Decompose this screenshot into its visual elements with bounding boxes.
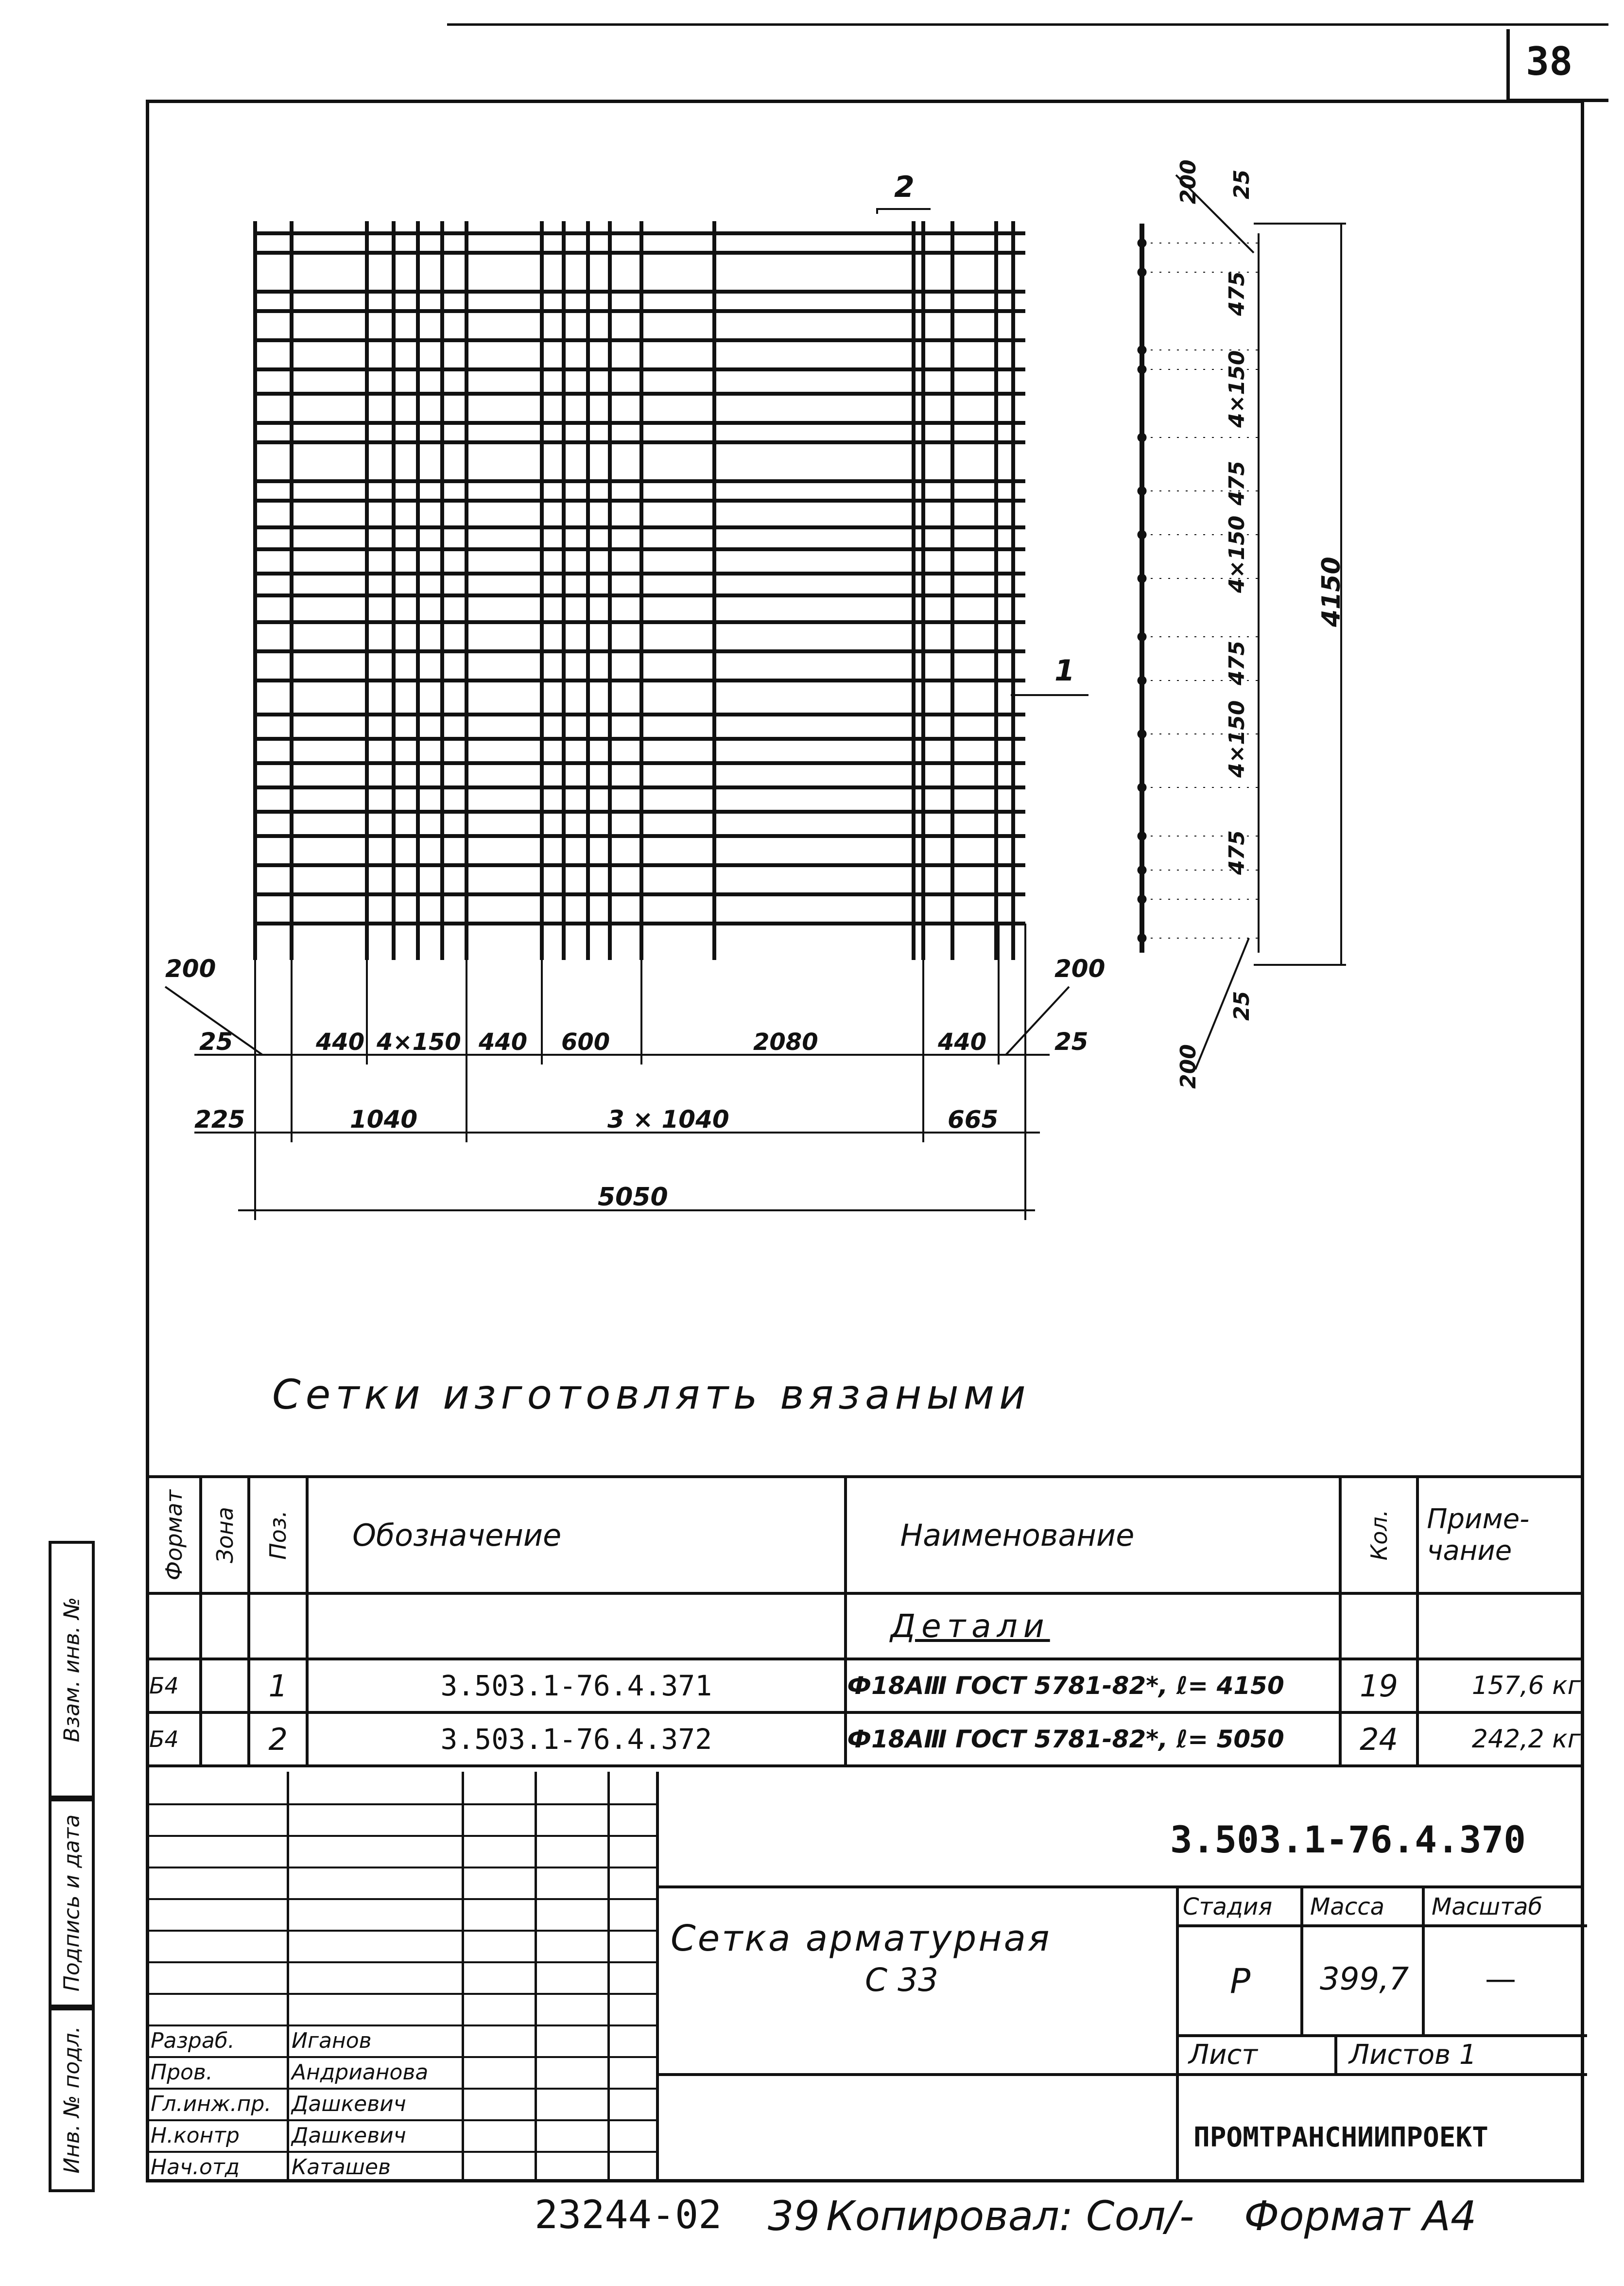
dim-left-200: 200 xyxy=(165,955,216,983)
stamp-inv-original: Инв. № подл. xyxy=(49,2007,95,2192)
footer-code: 23244-02 xyxy=(535,2192,722,2237)
header-zone: Зона xyxy=(201,1477,249,1593)
staff-name: Иганов xyxy=(292,2028,372,2053)
sheets-label: Листов 1 xyxy=(1349,2039,1477,2071)
mass-value: 399,7 xyxy=(1320,1961,1409,1997)
side-top-25: 25 xyxy=(1229,169,1254,199)
side-dim: 4×150 xyxy=(1225,700,1249,778)
side-dim: 475 xyxy=(1225,271,1249,316)
stamp-replaced-inv: Взам. инв. № xyxy=(49,1541,95,1798)
dim-440-b: 440 xyxy=(479,1029,528,1056)
drawing-title: Сетка арматурная xyxy=(671,1918,1052,1959)
dimension-lines xyxy=(165,175,1346,1220)
sheet-label: Лист xyxy=(1189,2039,1258,2071)
dim-2080: 2080 xyxy=(753,1029,818,1056)
dim-665: 665 xyxy=(948,1105,999,1134)
side-top-200: 200 xyxy=(1176,159,1201,204)
fabrication-note: Сетки изготовлять вязаными xyxy=(272,1371,1031,1418)
spec-row-1: Б4 1 3.503.1-76.4.371 Ф18АⅢ ГОСТ 5781-82*, ℓ= 4150 19 157,6 кг xyxy=(147,1659,1583,1712)
side-dim: 475 xyxy=(1225,461,1249,506)
header-qty: Кол. xyxy=(1340,1477,1418,1593)
staff-name: Дашкевич xyxy=(292,2123,406,2148)
section-title: Детали xyxy=(890,1607,1050,1645)
mesh-grid xyxy=(255,221,1025,960)
footer-copied: Копировал: Сол/- xyxy=(826,2192,1194,2240)
spec-header-row xyxy=(147,1477,1583,1593)
staff-role: Гл.инж.пр. xyxy=(151,2092,272,2116)
side-dim: 475 xyxy=(1225,641,1249,685)
header-format: Формат xyxy=(147,1477,201,1593)
dim-3x1040: 3 × 1040 xyxy=(607,1105,729,1134)
staff-name: Дашкевич xyxy=(292,2092,406,2116)
dim-left-25: 25 xyxy=(199,1028,233,1056)
title-block xyxy=(146,1772,1584,2182)
scale-label: Масштаб xyxy=(1432,1893,1543,1920)
side-bottom-200: 200 xyxy=(1176,1044,1201,1089)
stamp-signature-date: Подпись и дата xyxy=(49,1798,95,2007)
side-bottom-25: 25 xyxy=(1229,991,1254,1021)
dim-440-c: 440 xyxy=(938,1029,987,1056)
stage-label: Стадия xyxy=(1183,1893,1273,1920)
sheet-number: 38 xyxy=(1526,39,1573,84)
staff-grid xyxy=(146,1772,659,2182)
mark-1: 1 xyxy=(1054,654,1075,688)
dim-left-225: 225 xyxy=(194,1105,245,1134)
spec-section-row xyxy=(147,1593,1583,1659)
dim-right-25: 25 xyxy=(1054,1028,1088,1056)
mark-2: 2 xyxy=(894,170,915,204)
staff-role: Нач.отд xyxy=(151,2155,240,2180)
header-designation: Обозначение xyxy=(307,1477,845,1593)
header-pos: Поз. xyxy=(249,1477,307,1593)
side-dim: 4×150 xyxy=(1225,350,1249,428)
dim-1040: 1040 xyxy=(350,1105,418,1134)
footer-page: 39 xyxy=(768,2192,820,2240)
staff-role: Разраб. xyxy=(151,2028,235,2053)
dim-5050: 5050 xyxy=(598,1183,668,1212)
side-total-4150: 4150 xyxy=(1317,557,1346,627)
dim-right-200: 200 xyxy=(1054,955,1106,983)
scale-value: — xyxy=(1485,1961,1516,1997)
organization: ПРОМТРАНСНИИПРОЕКТ xyxy=(1193,2122,1488,2153)
side-dim: 4×150 xyxy=(1225,515,1249,593)
dim-600: 600 xyxy=(561,1029,610,1056)
staff-role: Н.контр xyxy=(151,2123,240,2148)
doc-code: 3.503.1-76.4.370 xyxy=(1170,1818,1526,1861)
drawing-mark: С 33 xyxy=(865,1961,939,1999)
specification-table xyxy=(146,1475,1584,1767)
staff-name: Андрианова xyxy=(292,2060,429,2085)
side-dim: 475 xyxy=(1225,830,1249,875)
staff-role: Пров. xyxy=(151,2060,213,2085)
mass-label: Масса xyxy=(1310,1893,1385,1920)
spec-row-2: Б4 2 3.503.1-76.4.372 Ф18АⅢ ГОСТ 5781-82*, ℓ= 5050 24 242,2 кг xyxy=(147,1712,1583,1766)
dim-440-a: 440 xyxy=(316,1029,365,1056)
dim-4x150: 4×150 xyxy=(377,1029,461,1056)
footer-format: Формат А4 xyxy=(1244,2192,1477,2240)
stage-value: Р xyxy=(1230,1961,1251,2001)
header-name: Наименование xyxy=(846,1477,1340,1593)
staff-name: Каташев xyxy=(292,2155,391,2180)
header-note: Приме-чание xyxy=(1417,1477,1583,1593)
